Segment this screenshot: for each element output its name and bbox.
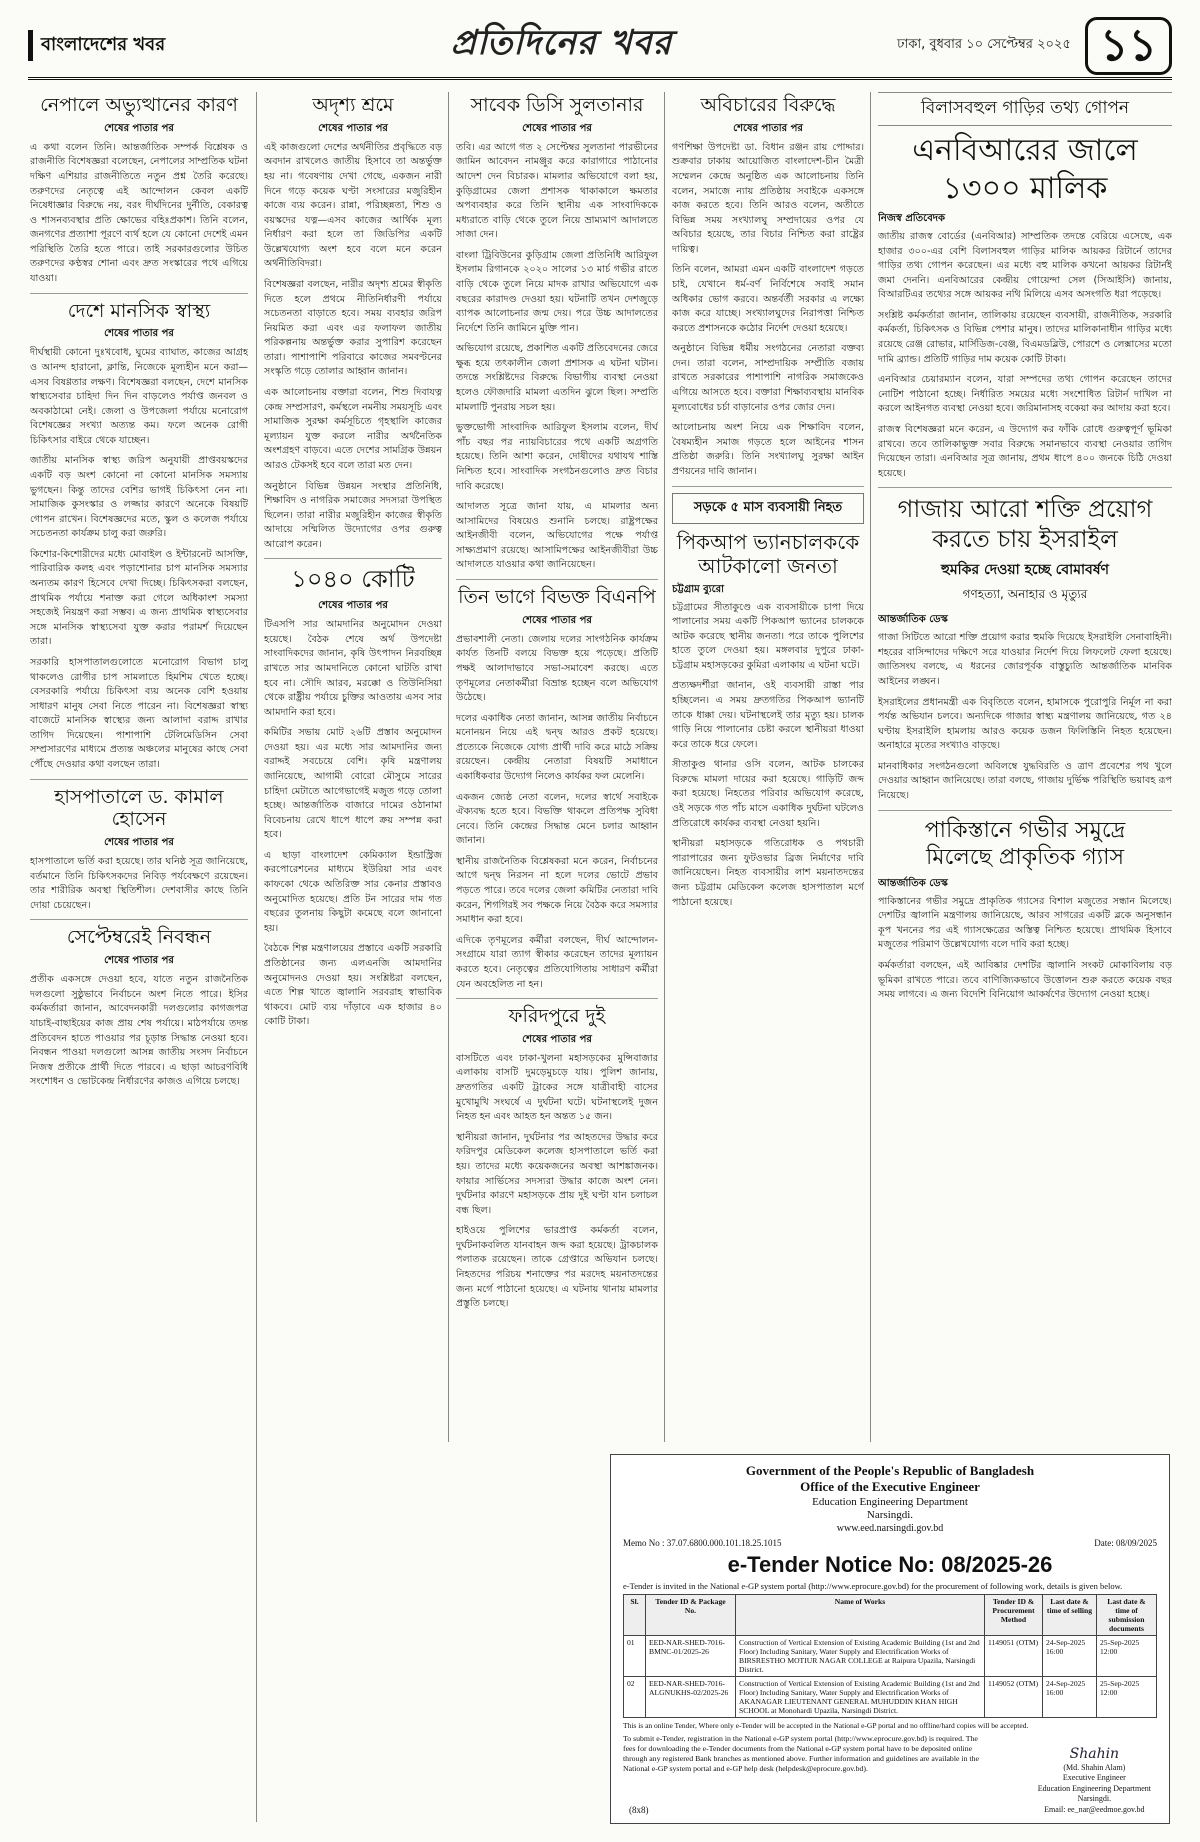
article-body: এনবিআর চেয়ারম্যান বলেন, যারা সম্পদের তথ্য গোপন করেছেন তাদের নোটিশ পাঠানো হচ্ছে। নির্ধারিত সময়ের মধ্যে সংশোধিত রিটার্ন দাখিল না করলে আইনগত ব্যবস্থা নেওয়া হবে। জরিমানাসহ বকেয়া কর আদায় করা হবে। bbox=[878, 374, 1172, 415]
table-cell: EED-NAR-SHED-7016-ALGNUKHS-02/2025-26 bbox=[646, 1677, 736, 1718]
article-body: একজন জ্যেষ্ঠ নেতা বলেন, দলের স্বার্থে সবাইকে ঐক্যবদ্ধ হতে হবে। বিভক্তি থাকলে প্রতিপক্ষ সুবিধা নেবে। তিনি কেন্দ্রের সিদ্ধান্ত মেনে চলার আহ্বান জানান। bbox=[456, 791, 658, 847]
continued-label: শেষের পাতার পর bbox=[733, 122, 803, 134]
article-bnp bbox=[456, 586, 658, 992]
page-number: ১১ bbox=[1085, 17, 1172, 75]
column-2 bbox=[264, 92, 442, 1442]
headline: হাসপাতালে ড. কামাল হোসেন bbox=[54, 785, 224, 831]
divider bbox=[456, 579, 658, 580]
headline: পাকিস্তানে গভীর সমুদ্রে bbox=[924, 817, 1126, 843]
article-body: আদালত সূত্রে জানা যায়, এ মামলার অন্য আসামিদের বিষয়েও শুনানি চলছে। রাষ্ট্রপক্ষের আইনজীবী বলেন, অভিযোগের পক্ষে পর্যাপ্ত সাক্ষ্যপ্রমাণ রয়েছে। আসামিপক্ষের আইনজীবীরা উচ্চ আদালতে যাওয়ার কথা জানিয়েছেন। bbox=[456, 501, 658, 571]
column-divider bbox=[448, 92, 449, 1442]
article-body: প্রতীক একসঙ্গে দেওয়া হবে, যাতে নতুন রাজনৈতিক দলগুলো সুষ্ঠুভাবে নির্বাচনে অংশ নিতে পারে। ইসির কর্মকর্তারা জানান, আবেদনকারী দলগুলোর কাগজপত্র যাচাই-বাছাইয়ের কাজ প্রায় শেষ পর্যায়ে। মাঠপর্যায়ে তদন্ত প্রতিবেদন হাতে পাওয়ার পর চূড়ান্ত সিদ্ধান্ত নেওয়া হবে। নিবন্ধন পাওয়া দলগুলো আসন্ন জাতীয় সংসদ নির্বাচনে নিজস্ব প্রতীকে প্রার্থী দিতে পারবে। এ ছাড়া আচরণবিধি সংশোধন ও ভোটকেন্দ্র নির্ধারণের কাজও এগিয়ে চলছে। bbox=[30, 974, 248, 1088]
article-body: কর্মকর্তারা বলছেন, এই আবিষ্কার দেশটির জ্বালানি সংকট মোকাবিলায় বড় ভূমিকা রাখতে পারে। তবে বাণিজ্যিকভাবে উত্তোলন শুরু করতে কয়েক বছর সময় লাগবে। এ জন্য বিদেশি বিনিয়োগ আকর্ষণের উদ্যোগ নেওয়া হচ্ছে। bbox=[878, 959, 1172, 1001]
signatory-place: Narsingdi. bbox=[1077, 1794, 1112, 1804]
table-header: Tender ID & Procurement Method bbox=[985, 1595, 1043, 1636]
article-body: গণশিক্ষা উপদেষ্টা ডা. বিধান রঞ্জন রায় পোদ্দার। শুক্রবার ঢাকায় আয়োজিত বাংলাদেশ-চীন মৈত্রী সম্মেলন কেন্দ্রে অনুষ্ঠিত এক আলোচনায় তিনি বলেন, সমাজে ন্যায় প্রতিষ্ঠায় সবাইকে একসঙ্গে কাজ করতে হবে। তিনি আরও বলেন, অতীতে বিভিন্ন সময় সংখ্যালঘু সম্প্রদায়ের ওপর যে অবিচার হয়েছে, তার বিচার নিশ্চিত করা রাষ্ট্রের দায়িত্ব। bbox=[672, 141, 864, 255]
tender-table bbox=[623, 1594, 1157, 1718]
paper-name: প্রতিদিনের খবর bbox=[450, 23, 673, 63]
article-body: টিএসপি সার আমদানির অনুমোদন দেওয়া হয়েছে। বৈঠক শেষে অর্থ উপদেষ্টা সাংবাদিকদের জানান, কৃষি উৎপাদন নিরবচ্ছিন্ন রাখতে সার আমদানিতে কোনো ঘাটতি রাখা হবে না। সৌদি আরব, মরক্কো ও তিউনিসিয়া থেকে রাষ্ট্রীয় পর্যায়ে চুক্তির আওতায় এসব সার আমদানি করা হবে। bbox=[264, 619, 442, 718]
article-nbr bbox=[878, 92, 1172, 481]
issuer-line: Narsingdi. bbox=[866, 1509, 914, 1522]
signature-block bbox=[1038, 1745, 1151, 1815]
column-divider bbox=[256, 92, 257, 1822]
article-body: তবি। এর আগে গত ২ সেপ্টেম্বর সুলতানা পারভীনের জামিন আবেদন নামঞ্জুর করে কারাগারে পাঠানোর আদেশ দেন বিচারক। মামলার অভিযোগে বলা হয়, কুড়িগ্রামের জেলা প্রশাসক থাকাকালে ক্ষমতার অপব্যবহার করে তিনি স্থানীয় এক সাংবাদিককে মধ্যরাতে বাড়ি থেকে তুলে নিয়ে ভ্রাম্যমাণ আদালতে সাজা দেন। bbox=[456, 141, 658, 241]
article-body: দীর্ঘস্থায়ী কোনো দুঃখবোধ, ঘুমের ব্যাঘাত, কাজের আগ্রহ ও আনন্দ হারানো, ক্লান্তি, নিজেকে মূল্যহীন মনে করা—এসব বিষণ্ণতার লক্ষণ। বিশেষজ্ঞরা বলছেন, দেশে মানসিক স্বাস্থ্যসেবার চাহিদা দিন দিন বাড়লেও পর্যাপ্ত জনবল ও অবকাঠামো নেই। জেলা ও উপজেলা পর্যায়ে মনোরোগ বিশেষজ্ঞের সংখ্যা অত্যন্ত কম। ফলে অনেক রোগী চিকিৎসার বাইরে থেকে যাচ্ছেন। bbox=[30, 347, 248, 446]
table-row bbox=[624, 1677, 1157, 1718]
article-body: বাসটিতে এবং ঢাকা-খুলনা মহাসড়কের মুন্সিবাজার এলাকায় বাসটি দুমড়েমুচড়ে যায়। পুলিশ জানায়, দ্রুতগতির একটি ট্রাকের সঙ্গে যাত্রীবাহী বাসের মুখোমুখি সংঘর্ষে এ দুর্ঘটনা ঘটে। ঘটনাস্থলেই দুজন নিহত হন এবং আহত হন অন্তত ১৫ জন। bbox=[456, 1052, 658, 1123]
table-cell: 24-Sep-2025 16:00 bbox=[1043, 1636, 1097, 1677]
headline: পিকআপ ভ্যানচালককে আটকালো জনতা bbox=[676, 529, 860, 578]
continued-label: শেষের পাতার পর bbox=[522, 1033, 592, 1045]
article-body: মানবাধিকার সংগঠনগুলো অবিলম্বে যুদ্ধবিরতি ও ত্রাণ প্রবেশের পথ খুলে দেওয়ার আহ্বান জানিয়েছে। তারা বলছে, গাজায় দুর্ভিক্ষ পরিস্থিতি ভয়াবহ রূপ নিয়েছে। bbox=[878, 760, 1172, 802]
signatory-dept: Education Engineering Department bbox=[1037, 1783, 1151, 1793]
table-cell: 1149052 (OTM) bbox=[985, 1677, 1043, 1718]
article-body: স্থানীয় রাজনৈতিক বিশ্লেষকরা মনে করেন, নির্বাচনের আগে দ্বন্দ্ব নিরসন না হলে দলের ভোটে প্রভাব পড়তে পারে। তবে দলের জেলা কমিটির নেতারা দাবি করেন, শিগগিরই সব পক্ষকে নিয়ে বৈঠক করে সমস্যার সমাধান করা হবে। bbox=[456, 855, 658, 926]
headline: অবিচারের বিরুদ্ধে bbox=[700, 94, 836, 116]
divider bbox=[264, 558, 442, 559]
headline: সাবেক ডিসি সুলতানার bbox=[470, 94, 644, 116]
byline: নিজস্ব প্রতিবেদক bbox=[878, 213, 946, 224]
byline: আন্তর্জাতিক ডেস্ক bbox=[878, 877, 948, 889]
article-body: হাইওয়ে পুলিশের ভারপ্রাপ্ত কর্মকর্তা বলেন, দুর্ঘটনাকবলিত যানবাহন জব্দ করা হয়েছে। ট্রাকচালক পলাতক রয়েছেন। তাকে গ্রেপ্তারে অভিযান চলছে। নিহতদের পরিচয় শনাক্তের পর মরদেহ ময়নাতদন্তের জন্য মর্গে পাঠানো হয়েছে। এ ঘটনায় থানায় মামলার প্রস্তুতি চলছে। bbox=[456, 1225, 658, 1310]
table-header-row bbox=[624, 1595, 1157, 1636]
article-body: প্রভাবশালী নেতা। জেলায় দলের সাংগঠনিক কার্যক্রম কার্যত তিনটি বলয়ে বিভক্ত হয়ে পড়েছে। প্রতিটি পক্ষই আলাদাভাবে সভা-সমাবেশ করছে। এতে তৃণমূলের নেতাকর্মীরা বিভ্রান্ত হচ্ছেন বলে অভিযোগ উঠেছে। bbox=[456, 633, 658, 704]
table-cell: Construction of Vertical Extension of Existing Academic Building (1st and 2nd Floor) Including Sanitary, Water Supply and Electrification Works of BIRSRESTHO MOTIUR NAGAR COLLEGE at Raipura Upazila, Narsingdi District. bbox=[736, 1636, 985, 1677]
headline: নেপালে অভ্যুত্থানের কারণ bbox=[40, 94, 238, 116]
column-3 bbox=[456, 92, 658, 1442]
notice-title: e-Tender Notice No: 08/2025-26 bbox=[727, 1552, 1053, 1577]
article-body: এদিকে তৃণমূলের কর্মীরা বলছেন, দীর্ঘ আন্দোলন-সংগ্রামে যারা ত্যাগ স্বীকার করেছেন তাদের মূল্যায়ন করতে হবে। নেতৃত্বের প্রতিযোগিতায় সাধারণ কর্মীরা যেন অবহেলিত না হন। bbox=[456, 934, 658, 990]
kicker: সড়কে ৫ মাস ব্যবসায়ী নিহত bbox=[672, 493, 864, 524]
byline: চট্টগ্রাম ব্যুরো bbox=[672, 583, 725, 595]
headline: গাজায় আরো শক্তি প্রয়োগ bbox=[897, 495, 1153, 524]
article-body: ভুক্তভোগী সাংবাদিক আরিফুল ইসলাম বলেন, দীর্ঘ পাঁচ বছর পর ন্যায়বিচারের পথে একটি অগ্রগতি হয়েছে। তিনি আশা করেন, দোষীদের যথাযথ শাস্তি নিশ্চিত হবে। সাংবাদিক সংগঠনগুলোও দ্রুত বিচার দাবি করেছে। bbox=[456, 422, 658, 492]
column-1 bbox=[30, 92, 248, 1827]
article-body: সংশ্লিষ্ট কর্মকর্তারা জানান, তালিকায় রয়েছেন ব্যবসায়ী, রাজনীতিক, সরকারি কর্মকর্তা, চিকিৎসক ও বিভিন্ন পেশার মানুষ। তাদের মালিকানাধীন গাড়ির মধ্যে রয়েছে রেঞ্জ রোভার, মার্সিডিজ-বেঞ্জ, বিএমডব্লিউ, পোরশে ও লেক্সাসের মতো দামি ব্র্যান্ড। প্রতিটি গাড়ির দাম কয়েক কোটি টাকা। bbox=[878, 309, 1172, 365]
tender-note: This is an online Tender, Where only e-Tender will be accepted in the National e-GP portal and no offline/hard copies will be accepted. bbox=[623, 1721, 1029, 1730]
article-1040-crore bbox=[264, 565, 442, 1029]
column-5 bbox=[878, 92, 1172, 1442]
article-invisible-labor bbox=[264, 94, 442, 552]
byline: আন্তর্জাতিক ডেস্ক bbox=[878, 614, 948, 626]
divider bbox=[30, 779, 248, 780]
article-body: এই কাজগুলো দেশের অর্থনীতির প্রবৃদ্ধিতে বড় অবদান রাখলেও জাতীয় হিসাবে তা অন্তর্ভুক্ত হয় না। গবেষণায় দেখা গেছে, একজন নারী দিনে গড়ে কয়েক ঘণ্টা সংসারের মজুরিহীন কাজে ব্যয় করেন। রান্না, পরিচ্ছন্নতা, শিশু ও বয়স্কদের যত্ন—এসব কাজের আর্থিক মূল্য নির্ধারণ করা হলে তা জিডিপির একটি উল্লেখযোগ্য অংশ হবে বলে মনে করেন অর্থনীতিবিদরা। bbox=[264, 141, 442, 270]
article-body: কিশোর-কিশোরীদের মধ্যে মোবাইল ও ইন্টারনেট আসক্তি, পারিবারিক কলহ এবং পড়াশোনার চাপ মানসিক সমস্যার অন্যতম কারণ হিসেবে দেখা দিচ্ছে। চিকিৎসকরা বলছেন, প্রাথমিক পর্যায়ে শনাক্ত করা গেলে অধিকাংশ সমস্যা সহজেই নিয়ন্ত্রণ করা সম্ভব। এ জন্য প্রাথমিক স্বাস্থ্যসেবার সঙ্গে মানসিক স্বাস্থ্যসেবা যুক্ত করার পরামর্শ দিয়েছেন তারা। bbox=[30, 548, 248, 648]
continued-label: শেষের পাতার পর bbox=[522, 122, 592, 134]
signatory-name: (Md. Shahin Alam) bbox=[1063, 1763, 1126, 1773]
issuer-line: Office of the Executive Engineer bbox=[800, 1479, 980, 1495]
table-header: Name of Works bbox=[736, 1595, 985, 1636]
tender-instructions: To submit e-Tender, registration in the National e-GP system portal (http://www.eprocure.gov.bd) is required. The fees for downloading the e-Tender documents from the National e-GP system portal have to be deposited online through any registered Bank branches as mentioned above. Further information and guidelines are available in the National e-GP system portal and e-GP help desk (helpdesk@eprocure.gov.bd). bbox=[623, 1734, 979, 1774]
article-body: প্রত্যক্ষদর্শীরা জানান, ওই ব্যবসায়ী রাস্তা পার হচ্ছিলেন। এ সময় দ্রুতগতির পিকআপ ভ্যানটি তাকে ধাক্কা দেয়। ঘটনাস্থলেই তার মৃত্যু হয়। চালক গাড়ি নিয়ে পালানোর চেষ্টা করলে স্থানীয়রা ধাওয়া করে তাকে ধরে ফেলে। bbox=[672, 680, 864, 750]
deck: হুমকির দেওয়া হচ্ছে বোমাবর্ষণ bbox=[940, 562, 1110, 579]
headline: সেপ্টেম্বরেই নিবন্ধন bbox=[66, 926, 212, 949]
article-registration bbox=[30, 926, 248, 1089]
divider bbox=[30, 293, 248, 294]
signature: Shahin bbox=[1069, 1745, 1120, 1762]
article-body: জাতীয় মানসিক স্বাস্থ্য জরিপ অনুযায়ী প্রাপ্তবয়স্কদের একটি বড় অংশ কোনো না কোনো মানসিক সমস্যায় ভুগছেন। কিন্তু তাদের বেশির ভাগই চিকিৎসা নেন না। সামাজিক কুসংস্কার ও লজ্জার কারণে অনেকে বিষয়টি গোপন রাখেন। বিশেষজ্ঞদের মতে, স্কুল ও কলেজ পর্যায়ে সচেতনতা কার্যক্রম চালু করা জরুরি। bbox=[30, 455, 248, 540]
article-pakistan-gas bbox=[878, 817, 1172, 1003]
table-cell: Construction of Vertical Extension of Existing Academic Building (1st and 2nd Floor) Including Sanitary, Water Supply and Electrification Works of AKANAGAR LIEUTENANT GENERAL MUHUDDIN KHAN HIGH SCHOOL at Monohardi Upazila, Narsingdi District. bbox=[736, 1677, 985, 1718]
article-body: রাজস্ব বিশেষজ্ঞরা মনে করেন, এ উদ্যোগ কর ফাঁকি রোধে গুরুত্বপূর্ণ ভূমিকা রাখবে। তবে তালিকাভুক্ত সবার বিরুদ্ধে সমানভাবে ব্যবস্থা নেওয়ার তাগিদ দিয়েছেন তারা। এনবিআর সূত্র জানায়, প্রথম ধাপে ৪০০ জনকে চিঠি দেওয়া হয়েছে। bbox=[878, 423, 1172, 479]
notice-intro: e-Tender is invited in the National e-GP system portal (http://www.eprocure.gov.bd) for the procurement of following work, details is given below. bbox=[623, 1581, 1123, 1591]
article-body: সরকারি হাসপাতালগুলোতে মনোরোগ বিভাগ চালু থাকলেও রোগীর চাপ সামলাতে হিমশিম খেতে হচ্ছে। বেসরকারি পর্যায়ে চিকিৎসা ব্যয় অনেক বেশি হওয়ায় সাধারণ মানুষ সেবা নিতে পারেন না। বিশেষজ্ঞরা স্বাস্থ্য বাজেটে মানসিক স্বাস্থ্যের জন্য আলাদা বরাদ্দ রাখার তাগিদ দিয়েছেন। পাশাপাশি টেলিমেডিসিন সেবা সম্প্রসারণের মাধ্যমে প্রত্যন্ত অঞ্চলের মানুষের কাছে সেবা পৌঁছে দেওয়ার কথা বলছেন তারা। bbox=[30, 656, 248, 770]
article-mental-health bbox=[30, 300, 248, 773]
article-body: বৈঠকে শিল্প মন্ত্রণালয়ের প্রস্তাবে একটি সরকারি প্রতিষ্ঠানের জন্য এলএনজি আমদানির অনুমোদনও দেওয়া হয়। সংশ্লিষ্টরা বলছেন, এতে শিল্প খাতে জ্বালানি সরবরাহ স্বাভাবিক থাকবে। মোট ব্যয় দাঁড়াবে এক হাজার ৪০ কোটি টাকা। bbox=[264, 943, 442, 1028]
article-kamal-hossain bbox=[30, 786, 248, 914]
continued-label: শেষের পাতার পর bbox=[104, 837, 174, 849]
issue-date: ঢাকা, বুধবার ১০ সেপ্টেম্বর ২০২৫ bbox=[897, 37, 1071, 52]
table-cell: 1149051 (OTM) bbox=[985, 1636, 1043, 1677]
article-body: এ ছাড়া বাংলাদেশ কেমিক্যাল ইন্ডাস্ট্রিজ করপোরেশনের মাধ্যমে ইউরিয়া সার এবং কাফকো থেকে অতিরিক্ত সার কেনার প্রস্তাবও অনুমোদিত হয়েছে। প্রতি টন সারের দাম গত বছরের তুলনায় কিছুটা কমেছে বলে জানানো হয়। bbox=[264, 849, 442, 934]
continued-label: শেষের পাতার পর bbox=[318, 600, 388, 612]
tender-notice-ad bbox=[610, 1454, 1170, 1824]
article-injustice bbox=[672, 94, 864, 480]
table-cell: 24-Sep-2025 16:00 bbox=[1043, 1677, 1097, 1718]
article-body: বাংলা ট্রিবিউনের কুড়িগ্রাম জেলা প্রতিনিধি আরিফুল ইসলাম রিগানকে ২০২০ সালের ১৩ মার্চ গভীর রাতে বাড়ি থেকে তুলে নিয়ে মাদক রাখার অভিযোগে এক বছরের কারাদণ্ড দেওয়া হয়। ঘটনাটি তখন দেশজুড়ে ব্যাপক আলোচনার জন্ম দেয়। পরে উচ্চ আদালতের নির্দেশে তিনি জামিনে মুক্তি পান। bbox=[456, 249, 658, 334]
article-body: অভিযোগ রয়েছে, প্রকাশিত একটি প্রতিবেদনের জেরে ক্ষুব্ধ হয়ে তৎকালীন জেলা প্রশাসক এ ঘটনা ঘটান। তদন্তে সংশ্লিষ্টদের বিরুদ্ধে বিভাগীয় ব্যবস্থা নেওয়া হলেও ফৌজদারি মামলা এতদিন ঝুলে ছিল। সম্প্রতি মামলাটি পুনরায় সচল হয়। bbox=[456, 343, 658, 413]
signatory-title: Executive Engineer bbox=[1062, 1773, 1126, 1783]
table-cell: EED-NAR-SHED-7016-BMNC-01/2025-26 bbox=[646, 1636, 736, 1677]
table-cell: 25-Sep-2025 12:00 bbox=[1097, 1677, 1157, 1718]
article-body: সীতাকুণ্ড থানার ওসি বলেন, আটক চালকের বিরুদ্ধে মামলা দায়ের করা হয়েছে। গাড়িটি জব্দ করা হয়েছে। নিহতের পরিবার অভিযোগ করেছে, ওই সড়কে গত পাঁচ মাসে একাধিক দুর্ঘটনা ঘটলেও প্রতিরোধে কার্যকর ব্যবস্থা নেওয়া হয়নি। bbox=[672, 759, 864, 829]
table-header: Tender ID & Package No. bbox=[646, 1595, 736, 1636]
column-divider bbox=[870, 92, 871, 1442]
headline: ১৩০০ মালিক bbox=[942, 170, 1108, 206]
article-body: এ কথা বলেন তিনি। আন্তর্জাতিক সম্পর্ক বিশ্লেষক ও রাজনীতি বিশেষজ্ঞরা বলেছেন, নেপালের সাম্প্রতিক ঘটনা দক্ষিণ এশিয়ার রাজনীতিতে নতুন প্রশ্ন তৈরি করেছে। তরুণদের নেতৃত্বে এই আন্দোলন কেবল একটি নিষেধাজ্ঞার বিরুদ্ধে নয়, বরং দীর্ঘদিনের দুর্নীতি, বেকারত্ব ও শাসনব্যবস্থার প্রতি ক্ষোভের বহিঃপ্রকাশ। তিনি বলেন, জনগণের প্রত্যাশা পূরণে ব্যর্থ হলে যে কোনো দেশেই এমন পরিস্থিতি তৈরি হতে পারে। তাই সরকারগুলোর উচিত তরুণদের কণ্ঠস্বর শোনা এবং দ্রুত সংস্কারের পথে এগিয়ে যাওয়া। bbox=[30, 141, 248, 284]
column-4 bbox=[672, 92, 864, 1442]
table-row bbox=[624, 1636, 1157, 1677]
headline: অদৃশ্য শ্রমে bbox=[312, 94, 394, 116]
ad-code: (8x8) bbox=[629, 1805, 649, 1815]
continued-label: শেষের পাতার পর bbox=[104, 328, 174, 340]
article-body: জাতীয় রাজস্ব বোর্ডের (এনবিআর) সাম্প্রতিক তদন্তে বেরিয়ে এসেছে, এক হাজার ৩০০-এর বেশি বিলাসবহুল গাড়ির মালিক আয়কর রিটার্নে তাদের গাড়ির তথ্য গোপন করেছেন। এর মধ্যে বহু মালিক কখনো আয়কর রিটার্নই জমা দেননি। এনবিআরের কেন্দ্রীয় গোয়েন্দা সেল (সিআইসি) জানায়, বিআরটিএর তথ্যের সঙ্গে আয়কর নথি মিলিয়ে এসব অসংগতি ধরা পড়েছে। bbox=[878, 231, 1172, 301]
memo-number: Memo No : 37.07.6800.000.101.18.25.1015 bbox=[623, 1538, 782, 1548]
article-nepal bbox=[30, 94, 248, 287]
signatory-email[interactable]: Email: ee_nar@eedmoe.gov.bd bbox=[1044, 1804, 1145, 1814]
website-link[interactable]: www.eed.narsingdi.gov.bd bbox=[836, 1523, 944, 1534]
divider bbox=[878, 810, 1172, 811]
article-body: দলের একাধিক নেতা জানান, আসন্ন জাতীয় নির্বাচনে মনোনয়ন নিয়ে এই দ্বন্দ্ব আরও প্রকট হয়েছে। প্রত্যেকে নিজেকে যোগ্য প্রার্থী দাবি করে মাঠে সক্রিয় রয়েছেন। কেন্দ্রীয় নেতারা বিষয়টি সমাধানে একাধিকবার উদ্যোগ নিলেও কার্যকর ফল মেলেনি। bbox=[456, 712, 658, 782]
table-cell: 25-Sep-2025 12:00 bbox=[1097, 1636, 1157, 1677]
continued-label: শেষের পাতার পর bbox=[104, 955, 174, 967]
divider bbox=[456, 998, 658, 999]
section-title: বাংলাদেশের খবর bbox=[28, 30, 238, 61]
table-header: Last date & time of selling bbox=[1043, 1595, 1097, 1636]
article-body: কমিটির সভায় মোট ২৬টি প্রস্তাব অনুমোদন দেওয়া হয়। এর মধ্যে সার আমদানির জন্য বরাদ্দই সবচেয়ে বেশি। কৃষি মন্ত্রণালয় জানিয়েছে, আগামী বোরো মৌসুমে সারের চাহিদা মেটাতে আগেভাগেই মজুত গড়ে তোলা হচ্ছে। আন্তর্জাতিক বাজারে দামের ওঠানামা বিবেচনায় রেখে ধাপে ধাপে ক্রয় সম্পন্ন করা হবে। bbox=[264, 727, 442, 841]
continued-label: শেষের পাতার পর bbox=[104, 122, 174, 134]
article-body: পাকিস্তানের গভীর সমুদ্রে প্রাকৃতিক গ্যাসের বিশাল মজুতের সন্ধান মিলেছে। দেশটির জ্বালানি মন্ত্রণালয় জানিয়েছে, আরব সাগরের একটি ব্লকে অনুসন্ধান কূপ খননের পর এই গ্যাসক্ষেত্রের অস্তিত্ব নিশ্চিত হয়েছে। প্রাথমিক হিসাবে মজুতের পরিমাণ উল্লেখযোগ্য বলে দাবি করা হচ্ছে। bbox=[878, 895, 1172, 951]
divider bbox=[672, 486, 864, 487]
continued-label: শেষের পাতার পর bbox=[522, 614, 592, 626]
masthead bbox=[28, 14, 1172, 80]
kicker: বিলাসবহুল গাড়ির তথ্য গোপন bbox=[878, 92, 1172, 126]
table-header: Last date & time of submission documents bbox=[1097, 1595, 1157, 1636]
deck: গণহত্যা, অনাহার ও মৃত্যুর bbox=[962, 587, 1088, 602]
article-body: ইসরাইলের প্রধানমন্ত্রী এক বিবৃতিতে বলেন, হামাসকে পুরোপুরি নির্মূল না করা পর্যন্ত অভিযান চলবে। অন্যদিকে গাজার স্বাস্থ্য মন্ত্রণালয় জানিয়েছে, গত ২৪ ঘণ্টায় ইসরাইলি হামলায় আরও কয়েক ডজন ফিলিস্তিনি নিহত হয়েছেন। অনাহারে মৃতের সংখ্যাও বাড়ছে। bbox=[878, 696, 1172, 752]
continued-label: শেষের পাতার পর bbox=[318, 122, 388, 134]
article-gaza bbox=[878, 494, 1172, 803]
article-body: চট্টগ্রামের সীতাকুণ্ডে এক ব্যবসায়ীকে চাপা দিয়ে পালানোর সময় একটি পিকআপ ভ্যানের চালককে আটক করেছে স্থানীয় জনতা। পরে তাকে পুলিশের হাতে তুলে দেওয়া হয়। মঙ্গলবার দুপুরে ঢাকা-চট্টগ্রাম মহাসড়কের কুমিরা এলাকায় এ ঘটনা ঘটে। bbox=[672, 601, 864, 671]
article-body: বিশেষজ্ঞরা বলছেন, নারীর অদৃশ্য শ্রমের স্বীকৃতি দিতে হলে প্রথমে নীতিনির্ধারণী পর্যায়ে সচেতনতা বাড়াতে হবে। সময় ব্যবহার জরিপ নিয়মিত করা এবং এর ফলাফল জাতীয় পরিকল্পনায় অন্তর্ভুক্ত করার সুপারিশ করেছেন তারা। পাশাপাশি পরিবারে কাজের সমবণ্টনের সংস্কৃতি গড়ে তোলার আহ্বান জানান। bbox=[264, 279, 442, 378]
headline: এনবিআরের জালে bbox=[912, 133, 1138, 168]
article-body: তিনি বলেন, আমরা এমন একটি বাংলাদেশ গড়তে চাই, যেখানে ধর্ম-বর্ণ নির্বিশেষে সবাই সমান অধিকার ভোগ করবে। অন্তর্বর্তী সরকার এ লক্ষ্যে কাজ করে যাচ্ছে। সংখ্যালঘুদের নিরাপত্তা নিশ্চিত করতে প্রশাসনকে কঠোর নির্দেশ দেওয়া হয়েছে। bbox=[672, 264, 864, 334]
issuer-line: Government of the People's Republic of Bangladesh bbox=[745, 1463, 1035, 1478]
notice-date: Date: 08/09/2025 bbox=[1094, 1538, 1157, 1548]
article-body: অনুষ্ঠানে বিভিন্ন উন্নয়ন সংস্থার প্রতিনিধি, শিক্ষাবিদ ও নাগরিক সমাজের সদস্যরা উপস্থিত ছিলেন। তারা নারীর মজুরিহীন কাজের স্বীকৃতি আদায়ে সম্মিলিত উদ্যোগের ওপর গুরুত্ব আরোপ করেন। bbox=[264, 480, 442, 550]
table-cell: 01 bbox=[624, 1636, 646, 1677]
headline: ১০৪০ কোটি bbox=[291, 565, 415, 594]
headline: ফরিদপুরে দুই bbox=[508, 1005, 606, 1028]
headline: দেশে মানসিক স্বাস্থ্য bbox=[67, 299, 211, 322]
column-divider bbox=[664, 92, 665, 1442]
headline: মিলেছে প্রাকৃতিক গ্যাস bbox=[926, 845, 1124, 871]
article-body: স্থানীয়রা জানান, দুর্ঘটনার পর আহতদের উদ্ধার করে ফরিদপুর মেডিকেল কলেজ হাসপাতালে ভর্তি করা হয়। তাদের মধ্যে কয়েকজনের অবস্থা আশঙ্কাজনক। ফায়ার সার্ভিসের সদস্যরা উদ্ধার কাজে অংশ নেন। দুর্ঘটনার কারণে মহাসড়কে প্রায় দুই ঘণ্টা যান চলাচল বন্ধ ছিল। bbox=[456, 1131, 658, 1216]
article-body: স্থানীয়রা মহাসড়কে গতিরোধক ও পথচারী পারাপারের জন্য ফুটওভার ব্রিজ নির্মাণের দাবি জানিয়েছেন। নিহত ব্যবসায়ীর লাশ ময়নাতদন্তের জন্য চট্টগ্রাম মেডিকেল কলেজ হাসপাতাল মর্গে পাঠানো হয়েছে। bbox=[672, 838, 864, 908]
article-body: গাজা সিটিতে আরো শক্তি প্রয়োগ করার হুমকি দিয়েছে ইসরাইলি সেনাবাহিনী। শহরের বাসিন্দাদের দক্ষিণে সরে যাওয়ার নির্দেশ দিয়ে লিফলেট ফেলা হয়েছে। জাতিসংঘ বলছে, এ ধরনের জোরপূর্বক বাস্তুচ্যুতি আন্তর্জাতিক মানবিক আইনের লঙ্ঘন। bbox=[878, 632, 1172, 687]
table-header: Sl. bbox=[624, 1595, 646, 1636]
article-body: হাসপাতালে ভর্তি করা হয়েছে। তার ঘনিষ্ঠ সূত্র জানিয়েছে, বর্তমানে তিনি চিকিৎসকদের নিবিড় পর্যবেক্ষণে রয়েছেন। তার শারীরিক অবস্থা স্থিতিশীল। দেশবাসীর কাছে তিনি দোয়া চেয়েছেন। bbox=[30, 856, 248, 911]
article-faridpur bbox=[456, 1005, 658, 1312]
article-body: এক আলোচনায় বক্তারা বলেন, শিশু দিবাযত্ন কেন্দ্র সম্প্রসারণ, কর্মস্থলে নমনীয় সময়সূচি এবং সামাজিক সুরক্ষা কর্মসূচিতে গৃহস্থালি কাজের মূল্যায়ন যুক্ত করলে নারীর অর্থনৈতিক অংশগ্রহণ বাড়বে। এতে দেশের সামগ্রিক উন্নয়ন আরও টেকসই হবে বলে তারা মত দেন। bbox=[264, 387, 442, 471]
headline: তিন ভাগে বিভক্ত বিএনপি bbox=[458, 585, 656, 608]
issuer-line: Education Engineering Department bbox=[812, 1495, 968, 1508]
article-pickup-driver bbox=[672, 493, 864, 911]
headline: করতে চায় ইসরাইল bbox=[932, 525, 1118, 554]
table-cell: 02 bbox=[624, 1677, 646, 1718]
article-body: অনুষ্ঠানে বিভিন্ন ধর্মীয় সংগঠনের নেতারা বক্তব্য দেন। তারা বলেন, সাম্প্রদায়িক সম্প্রীতি বজায় রাখতে সরকারের পাশাপাশি নাগরিক সমাজকেও এগিয়ে আসতে হবে। বক্তারা শিক্ষাব্যবস্থায় মানবিক মূল্যবোধের চর্চা বাড়ানোর ওপর জোর দেন। bbox=[672, 343, 864, 413]
divider bbox=[878, 487, 1172, 488]
article-body: আলোচনায় অংশ নিয়ে এক শিক্ষাবিদ বলেন, বৈষম্যহীন সমাজ গড়তে হলে আইনের শাসন প্রতিষ্ঠা জরুরি। তিনি সংখ্যালঘু সুরক্ষা আইন প্রণয়নের দাবি জানান। bbox=[672, 422, 864, 477]
article-former-dc bbox=[456, 94, 658, 573]
divider bbox=[30, 919, 248, 920]
